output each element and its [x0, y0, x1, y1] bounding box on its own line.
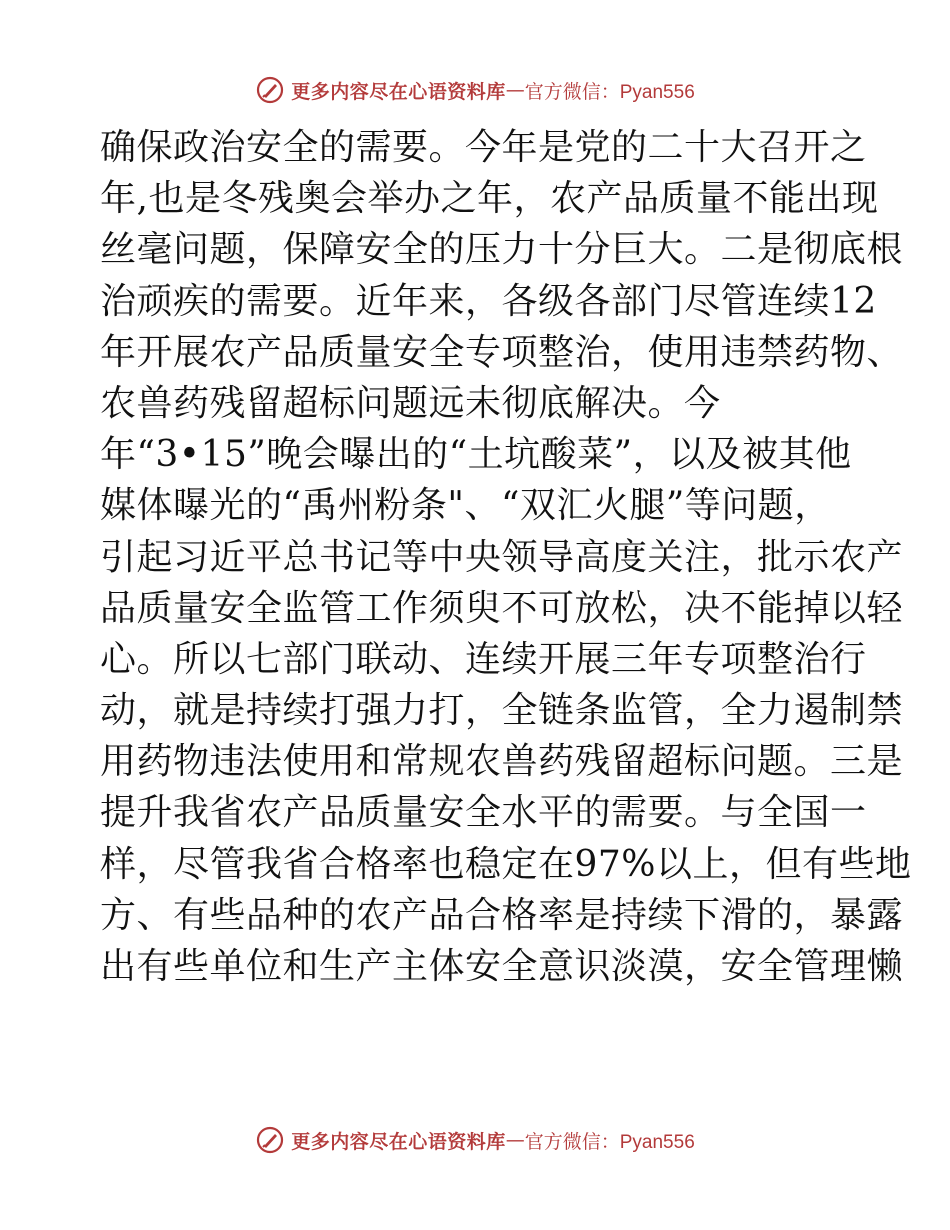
quill-pen-logo-icon [255, 1125, 285, 1155]
text-line: 动，就是持续打强力打，全链条监管，全力遏制禁 [100, 690, 904, 732]
text-line: 提升我省农产品质量安全水平的需要。与全国一 [100, 792, 867, 834]
banner-title: 更多内容尽在心语资料库 [291, 80, 506, 103]
text-line: 媒体曝光的“禹州粉条"、“双汇火腿”等问题， [100, 485, 831, 527]
quill-pen-logo-icon [255, 75, 285, 105]
text-line: 治顽疾的需要。近年来，各级各部门尽管连续12 [100, 280, 877, 322]
text-line: 引起习近平总书记等中央领导高度关注，批示农产 [100, 536, 904, 578]
text-line: 农兽药残留超标问题远未彻底解决。今 [100, 382, 721, 424]
header-watermark-banner [0, 72, 950, 108]
banner-title: 更多内容尽在心语资料库 [291, 1130, 506, 1153]
text-line: 品质量安全监管工作须臾不可放松，决不能掉以轻 [100, 587, 904, 629]
text-line: 方、有些品种的农产品合格率是持续下滑的，暴露 [100, 894, 904, 936]
banner-wechat-id: 官方微信：Pyan556 [524, 1131, 695, 1153]
banner-separator: — [505, 1129, 525, 1151]
text-line: 年“3•15”晚会曝出的“土坑酸菜”，以及被其他 [100, 434, 852, 476]
text-line: 年,也是冬残奥会举办之年，农产品质量不能出现 [100, 178, 879, 220]
banner-separator: — [505, 79, 525, 101]
text-line: 出有些单位和生产主体安全意识淡漠，安全管理懒 [100, 946, 904, 987]
text-line: 用药物违法使用和常规农兽药残留超标问题。三是 [100, 741, 904, 783]
text-line: 样，尽管我省合格率也稳定在97%以上，但有些地 [100, 843, 912, 885]
text-line: 丝毫问题，保障安全的压力十分巨大。二是彻底根 [100, 229, 904, 271]
text-line: 确保政治安全的需要。今年是党的二十大召开之 [100, 127, 867, 168]
document-body [100, 122, 912, 992]
footer-watermark-banner [0, 1122, 950, 1158]
banner-wechat-id: 官方微信：Pyan556 [524, 81, 695, 103]
text-line: 年开展农产品质量安全专项整治，使用违禁药物、 [100, 331, 904, 373]
text-line: 心。所以七部门联动、连续开展三年专项整治行 [100, 638, 867, 680]
